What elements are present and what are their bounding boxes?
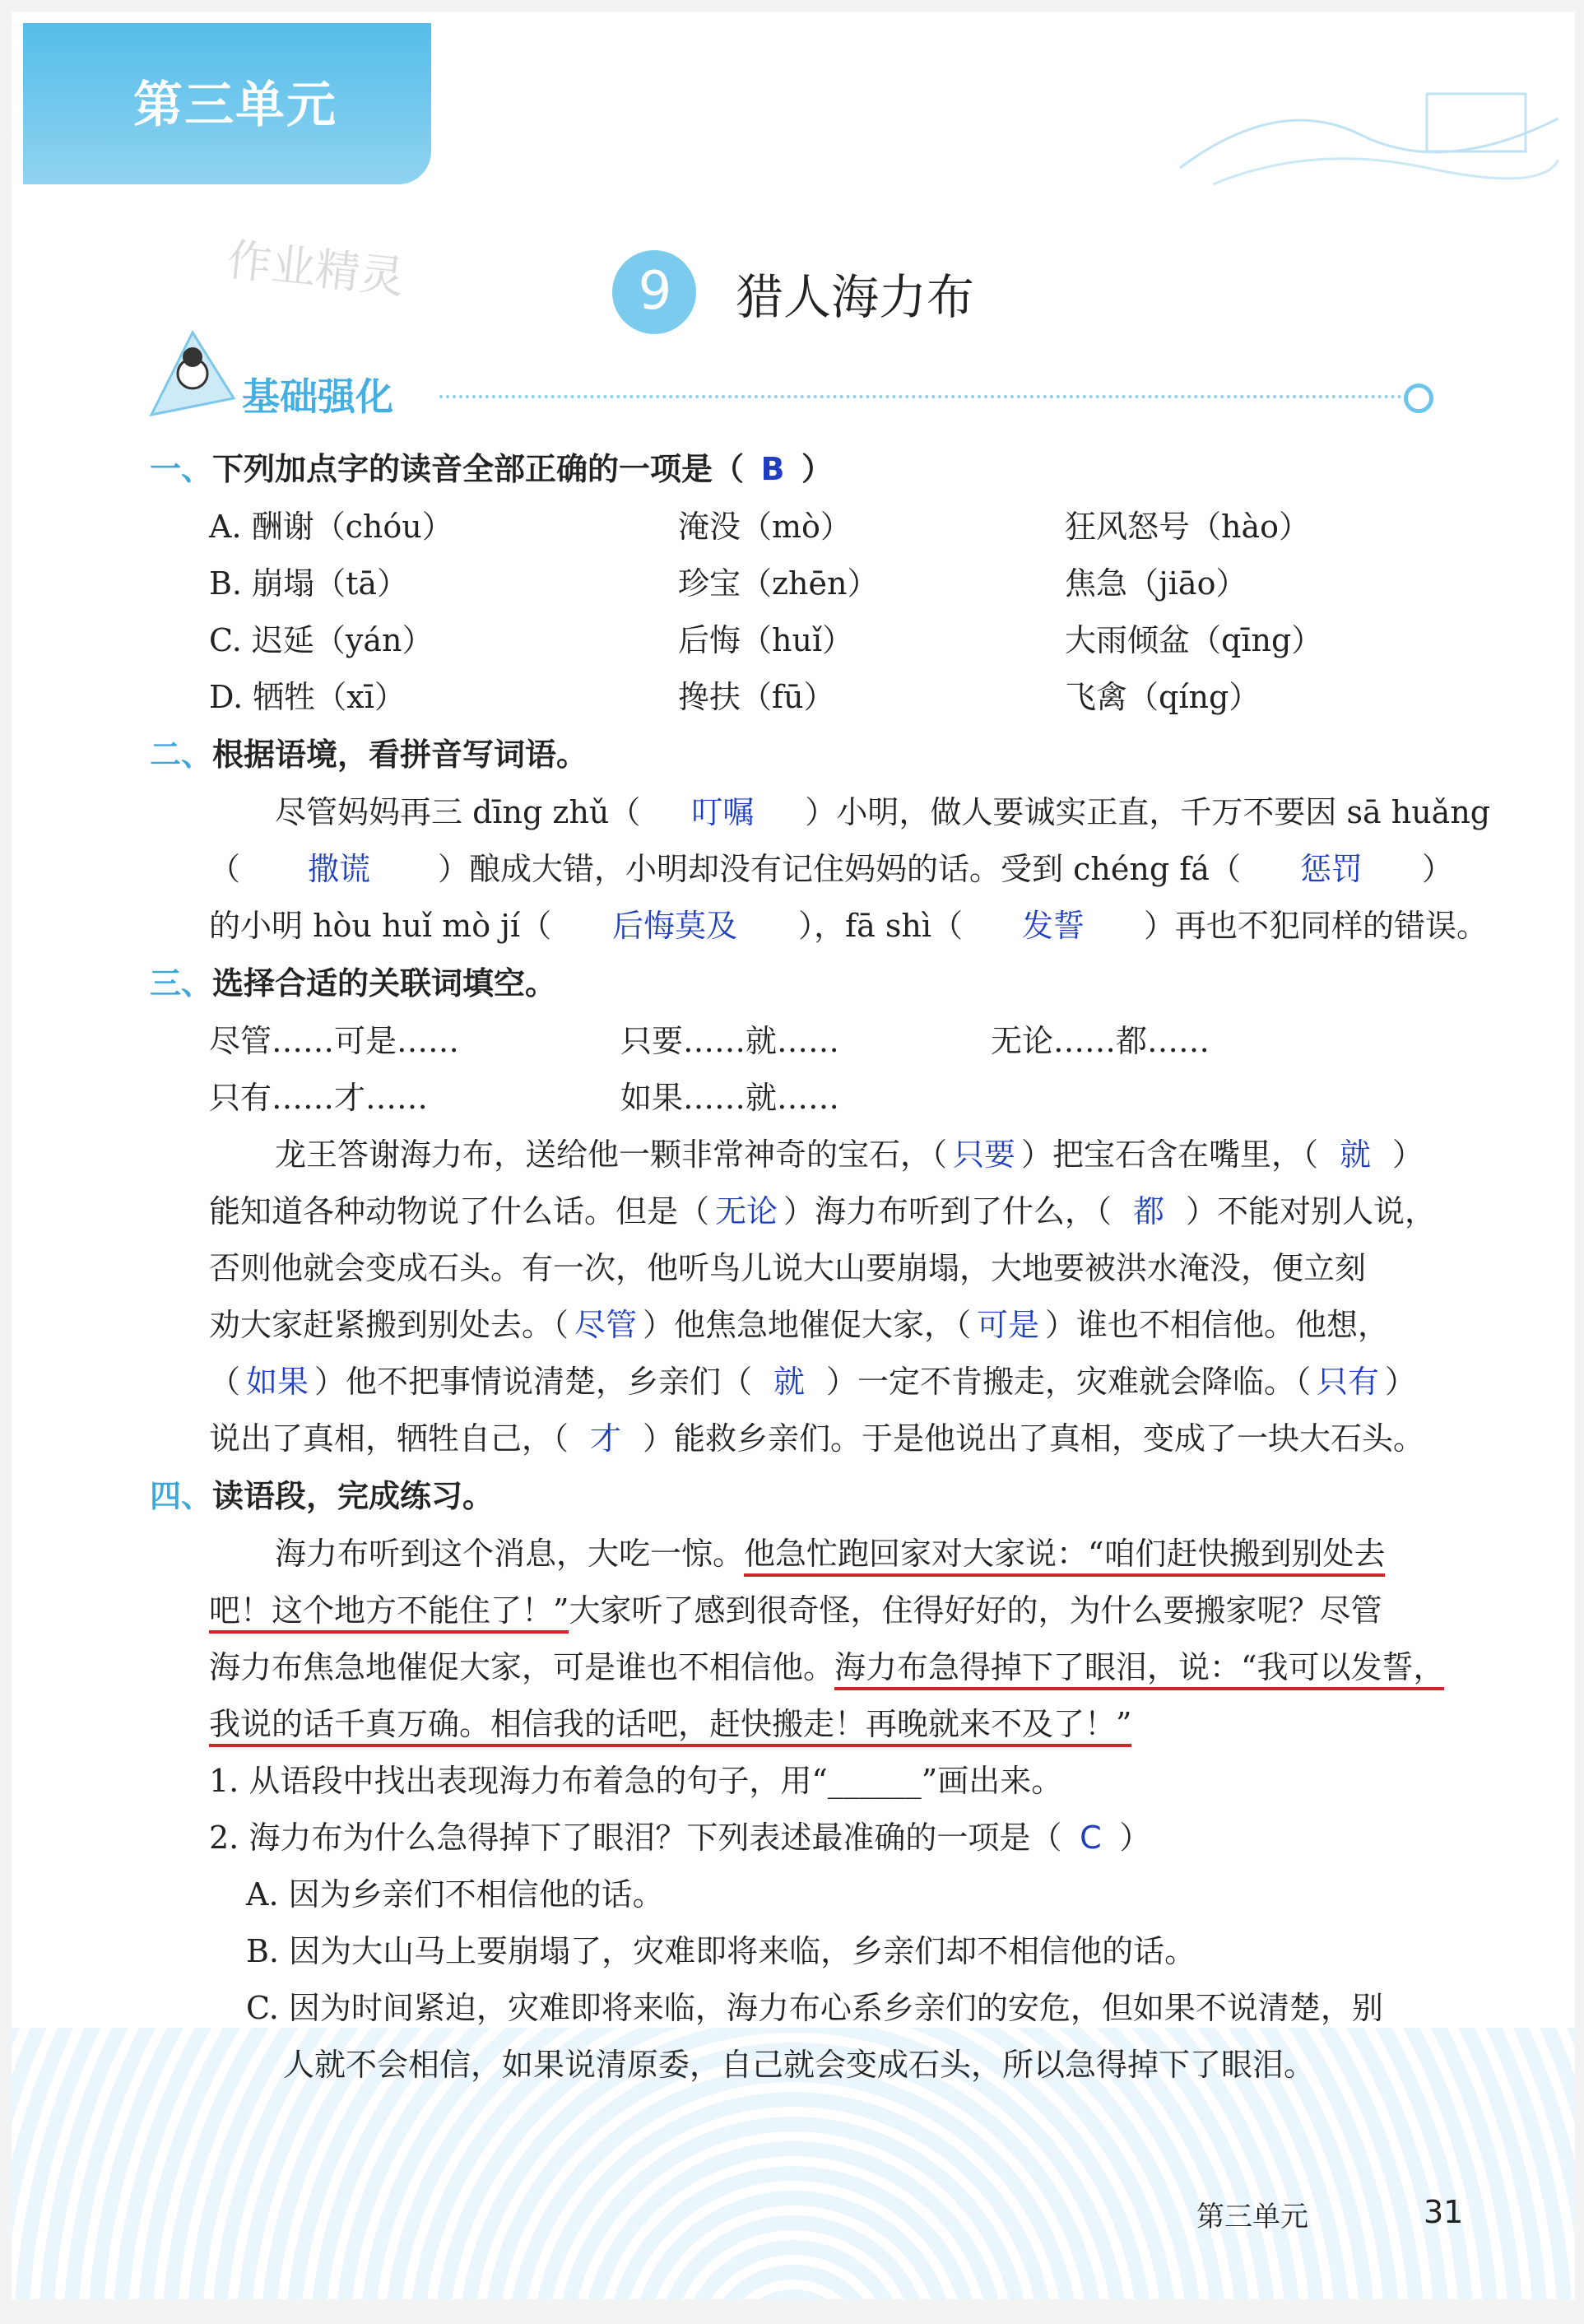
- q3-para-line: 劝大家赶紧搬到别处去。（ 尽管 ）他焦急地催促大家，（ 可是 ）谁也不相信他。他想，: [209, 1299, 1389, 1345]
- page-number: 31: [1424, 2194, 1464, 2230]
- q2-text-segment: ）再也不犯同样的错误。: [1144, 908, 1489, 944]
- q2-answer: 后悔莫及: [612, 908, 738, 944]
- q1-option: C. 迟延（yán）: [209, 622, 434, 658]
- q1-option: 狂风怒号（hào）: [1065, 509, 1311, 545]
- landscape-illustration: [1180, 44, 1558, 193]
- q2-number: 二、: [150, 737, 213, 773]
- q1-option: 焦急（jiāo）: [1065, 565, 1247, 602]
- q1-option: 珍宝（zhēn）: [678, 565, 879, 602]
- q3-answer: 尽管: [574, 1307, 638, 1343]
- q4-reading-line: 海力布焦急地催促大家，可是谁也不相信他。海力布急得掉下了眼泪，说：“我可以发誓，: [209, 1642, 1444, 1687]
- q1-text: 下列加点字的读音全部正确的一项是（: [212, 451, 745, 487]
- q4-option-a: A. 因为乡亲们不相信他的话。: [246, 1876, 664, 1913]
- red-underline: 他急忙跑回家对大家说：“咱们赶快搬到别处去: [744, 1536, 1385, 1577]
- q2-line-1: [275, 787, 1490, 832]
- q1-number: 一、: [150, 451, 213, 487]
- q3-answer: 就: [1340, 1136, 1372, 1173]
- q4-reading-line: [209, 1699, 1131, 1744]
- q1-option: 后悔（huǐ）: [678, 622, 854, 658]
- q2-line-3: [209, 900, 1488, 946]
- q1-option: A. 酬谢（chóu）: [209, 509, 453, 545]
- q3-answer: 才: [590, 1420, 622, 1457]
- q4-heading: [150, 1471, 494, 1516]
- q4-sub-question-1: 1. 从语段中找出表现海力布着急的句子，用“______”画出来。: [209, 1763, 1063, 1799]
- q2-text: 根据语境，看拼音写词语。: [212, 737, 588, 773]
- q1-option: B. 崩塌（tā）: [209, 565, 409, 602]
- divider-end-icon: [1404, 383, 1433, 413]
- q2-answer: 惩罚: [1299, 851, 1363, 887]
- q4-answer: C: [1080, 1820, 1102, 1856]
- workbook-page: [12, 12, 1575, 2299]
- q3-answer: 只要: [953, 1136, 1016, 1173]
- q3-option: 如果……就……: [620, 1080, 840, 1116]
- q1-close: ）: [801, 451, 834, 487]
- q2-heading: [150, 729, 588, 774]
- footer-unit: 第三单元: [1196, 2201, 1308, 2233]
- q3-para-line: 说出了真相，牺牲自己，（ 才 ）能救乡亲们。于是他说出了真相，变成了一块大石头。: [209, 1413, 1424, 1458]
- q2-text-segment: 尽管妈妈再三 dīng zhǔ（: [275, 794, 641, 830]
- red-underline: 吧！这个地方不能住了！”: [209, 1592, 569, 1634]
- q1-answer: B: [760, 451, 785, 487]
- q3-option: 尽管……可是……: [209, 1023, 460, 1059]
- q3-para-line: 龙王答谢海力布，送给他一颗非常神奇的宝石，（ 只要 ）把宝石含在嘴里，（ 就 ）: [275, 1129, 1424, 1174]
- q2-text-segment: 的小明 hòu huǐ mò jí（: [209, 908, 552, 944]
- q4-option-c-cont: 人就不会相信，如果说清原委，自己就会变成石头，所以急得掉下了眼泪。: [283, 2047, 1316, 2083]
- q4-option-c: C. 因为时间紧迫，灾难即将来临，海力布心系乡亲们的安危，但如果不说清楚，别: [246, 1990, 1383, 2026]
- q2-text-segment: ），fā shì（: [798, 908, 964, 944]
- q3-option: 只要……就……: [620, 1023, 840, 1059]
- red-underline: 海力布急得掉下了眼泪，说：“我可以发誓，: [834, 1649, 1444, 1690]
- q4-reading-line: 吧！这个地方不能住了！”大家听了感到很奇怪，住得好好的，为什么要搬家呢？尽管: [209, 1585, 1382, 1630]
- lesson-title: 猎人海力布: [736, 269, 975, 325]
- q3-answer: 如果: [246, 1364, 309, 1400]
- q4-text: 读语段，完成练习。: [212, 1478, 495, 1514]
- q2-text-segment: ）: [1421, 851, 1453, 887]
- section-label: 基础强化: [242, 374, 393, 419]
- q1-option: D. 牺牲（xī）: [209, 679, 406, 715]
- section-divider: [439, 395, 1402, 398]
- q3-option: 只有……才……: [209, 1080, 429, 1116]
- q3-answer: 无论: [715, 1193, 778, 1229]
- watermark: 作业精灵: [224, 233, 407, 304]
- q3-answer: 只有: [1317, 1364, 1380, 1400]
- q2-answer: 撒谎: [308, 851, 371, 887]
- q3-para-line: （ 如果 ）他不把事情说清楚，乡亲们（ 就 ）一定不肯搬走，灾难就会降临。（ 只有 ）: [209, 1356, 1416, 1401]
- q3-option: 无论……都……: [991, 1023, 1210, 1059]
- q1-option: 大雨倾盆（qīng）: [1065, 622, 1323, 658]
- unit-title: 第三单元: [133, 77, 337, 134]
- q2-answer: 叮嘱: [691, 794, 755, 830]
- q3-text: 选择合适的关联词填空。: [212, 965, 557, 1002]
- q4-number: 四、: [150, 1478, 213, 1514]
- q2-text-segment: ）小明，做人要诚实正直，千万不要因 sā huǎng: [805, 794, 1491, 830]
- q3-heading: [150, 958, 556, 1003]
- q1-option: 淹没（mò）: [678, 509, 852, 545]
- q2-text-segment: ）酿成大错，小明却没有记住妈妈的话。受到 chéng fá（: [438, 851, 1241, 887]
- q3-number: 三、: [150, 965, 213, 1002]
- q1-option: 搀扶（fū）: [678, 679, 835, 715]
- q2-text-segment: （: [209, 851, 241, 887]
- lesson-number: 9: [638, 261, 672, 322]
- q3-answer: 就: [773, 1364, 806, 1400]
- q3-answer: 都: [1133, 1193, 1165, 1229]
- red-underline: 我说的话千真万确。相信我的话吧，赶快搬走！再晚就来不及了！”: [209, 1706, 1131, 1747]
- q4-option-b: B. 因为大山马上要崩塌了，灾难即将来临，乡亲们却不相信他的话。: [246, 1933, 1196, 1969]
- q3-para-line: 能知道各种动物说了什么话。但是（ 无论 ）海力布听到了什么，（ 都 ）不能对别人说，: [209, 1186, 1436, 1231]
- q3-para-line: 否则他就会变成石头。有一次，他听鸟儿说大山要崩塌，大地要被洪水淹没，便立刻: [209, 1250, 1367, 1286]
- q4-sub-question-2: 2. 海力布为什么急得掉下了眼泪？下列表述最准确的一项是（ C ）: [209, 1820, 1151, 1856]
- q1-option: 飞禽（qíng）: [1065, 679, 1261, 715]
- girl-icon: [143, 324, 242, 423]
- q2-line-2: [209, 844, 1453, 889]
- q3-answer: 可是: [977, 1307, 1040, 1343]
- q4-reading-line: 海力布听到这个消息，大吃一惊。他急忙跑回家对大家说：“咱们赶快搬到别处去: [275, 1528, 1385, 1573]
- q2-answer: 发誓: [1022, 908, 1085, 944]
- q1-heading: [150, 444, 833, 489]
